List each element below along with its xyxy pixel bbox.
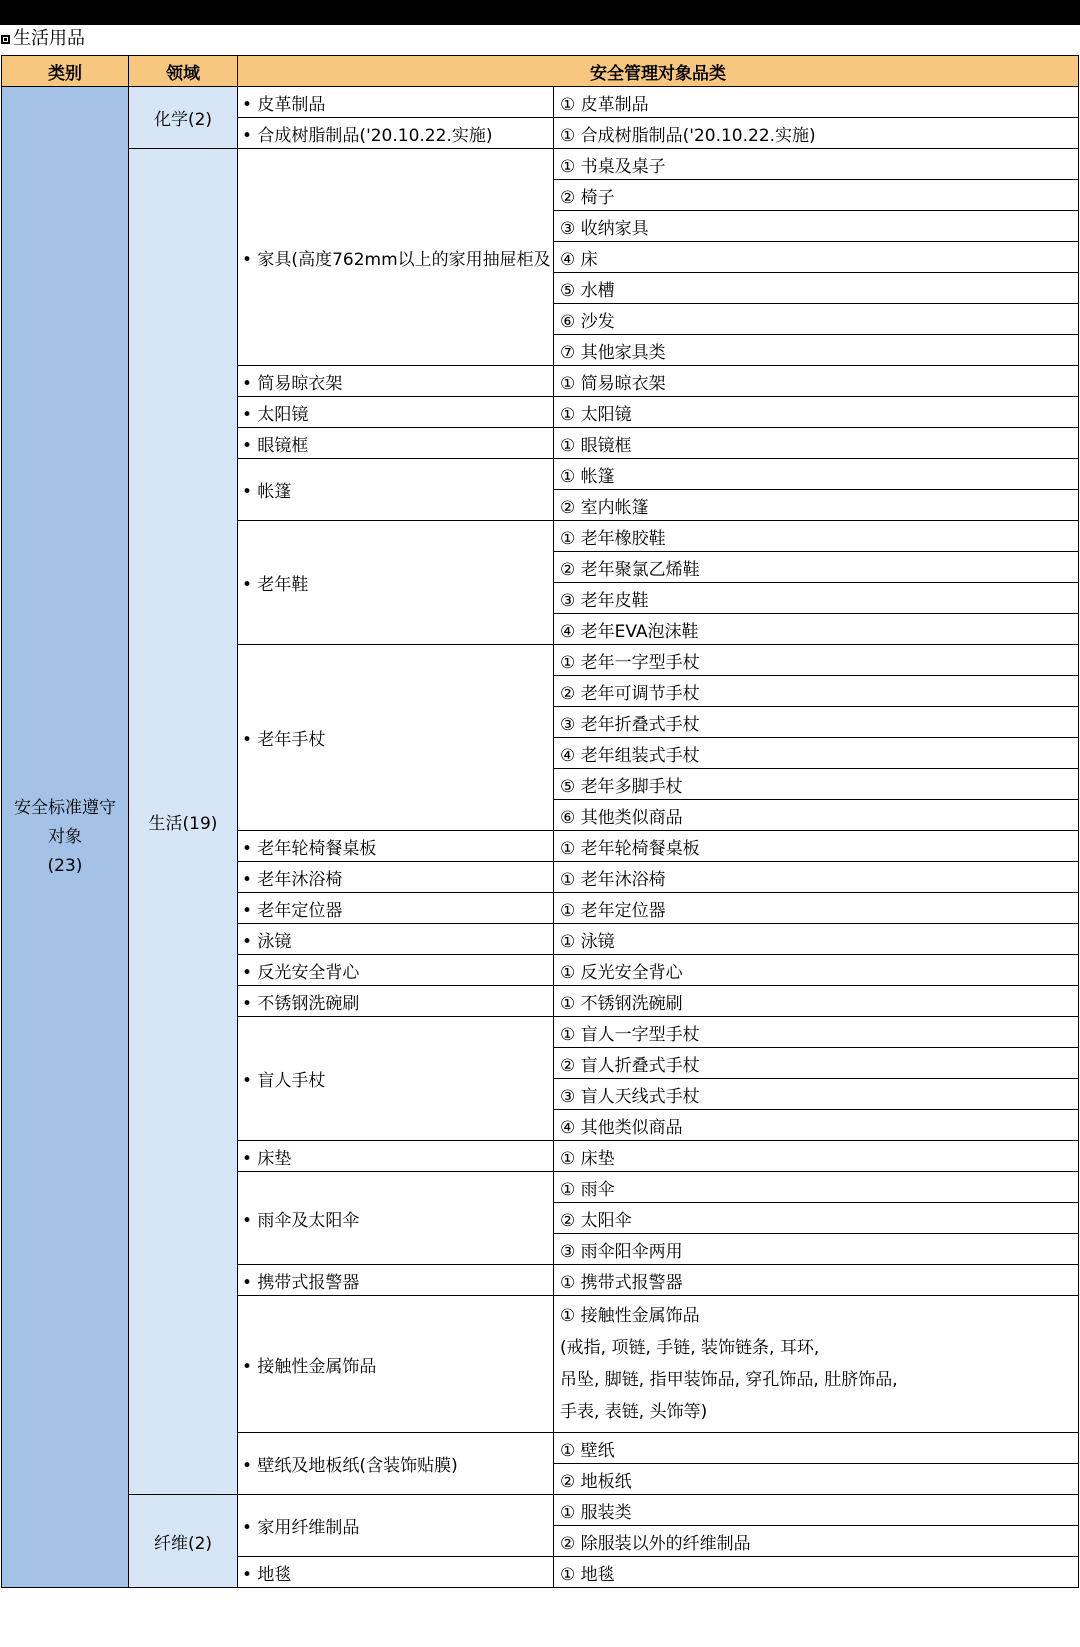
- subitem-cell: ① 携带式报警器: [554, 1265, 1079, 1296]
- item-cell: • 老年定位器: [238, 893, 554, 924]
- subitem-cell: ③ 老年皮鞋: [554, 583, 1079, 614]
- subitem-cell: ① 老年定位器: [554, 893, 1079, 924]
- table-row: [2, 149, 1079, 180]
- subitem-cell: ③ 老年折叠式手杖: [554, 707, 1079, 738]
- subitem-cell: ① 合成树脂制品('20.10.22.实施): [554, 118, 1079, 149]
- subitem-cell: ② 老年聚氯乙烯鞋: [554, 552, 1079, 583]
- subitem-cell: ① 不锈钢洗碗刷: [554, 986, 1079, 1017]
- subitem-cell: ① 地毯: [554, 1557, 1079, 1588]
- subitem-cell: ⑤ 老年多脚手杖: [554, 769, 1079, 800]
- subitem-cell: ② 除服装以外的纤维制品: [554, 1526, 1079, 1557]
- subitem-cell: ① 皮革制品: [554, 87, 1079, 118]
- header-category: 类别: [2, 56, 129, 87]
- subitem-cell: ① 老年沐浴椅: [554, 862, 1079, 893]
- subitem-cell: ① 泳镜: [554, 924, 1079, 955]
- subitem-cell: ② 老年可调节手杖: [554, 676, 1079, 707]
- category-text-count: (23): [47, 855, 83, 876]
- subitem-cell: ⑥ 沙发: [554, 304, 1079, 335]
- subitem-cell: ② 室内帐篷: [554, 490, 1079, 521]
- item-cell: • 老年鞋: [238, 521, 554, 645]
- item-cell: • 不锈钢洗碗刷: [238, 986, 554, 1017]
- item-cell: • 太阳镜: [238, 397, 554, 428]
- subitem-cell: ③ 盲人天线式手杖: [554, 1079, 1079, 1110]
- item-cell: • 泳镜: [238, 924, 554, 955]
- item-cell: • 雨伞及太阳伞: [238, 1172, 554, 1265]
- subitem-cell: ④ 老年组装式手杖: [554, 738, 1079, 769]
- top-black-bar: [0, 0, 1080, 25]
- item-cell: • 反光安全背心: [238, 955, 554, 986]
- subitem-cell: ① 老年轮椅餐桌板: [554, 831, 1079, 862]
- item-cell: • 皮革制品: [238, 87, 554, 118]
- header-items: 安全管理对象品类: [238, 56, 1079, 87]
- item-cell: • 老年手杖: [238, 645, 554, 831]
- subitem-cell: ④ 床: [554, 242, 1079, 273]
- item-cell: • 合成树脂制品('20.10.22.实施): [238, 118, 554, 149]
- subitem-cell: ① 老年一字型手杖: [554, 645, 1079, 676]
- subitem-cell: ③ 收纳家具: [554, 211, 1079, 242]
- square-bullet-icon: [1, 35, 10, 44]
- section-title-text: 生活用品: [13, 28, 85, 49]
- subitem-cell: ⑥ 其他类似商品: [554, 800, 1079, 831]
- subitem-cell: ① 接触性金属饰品 (戒指, 项链, 手链, 装饰链条, 耳环, 吊坠, 脚链, 指甲装饰品, 穿孔饰品, 肚脐饰品, 手表, 表链, 头饰等): [554, 1296, 1079, 1433]
- section-title: [1, 25, 85, 53]
- subitem-cell: ⑤ 水槽: [554, 273, 1079, 304]
- item-cell: • 接触性金属饰品: [238, 1296, 554, 1433]
- subitem-cell: ② 地板纸: [554, 1464, 1079, 1495]
- subitem-cell: ① 床垫: [554, 1141, 1079, 1172]
- item-cell: • 简易晾衣架: [238, 366, 554, 397]
- table-body: [2, 87, 1079, 1588]
- item-cell: • 床垫: [238, 1141, 554, 1172]
- subitem-cell: ① 反光安全背心: [554, 955, 1079, 986]
- subitem-cell: ④ 其他类似商品: [554, 1110, 1079, 1141]
- category-cell: [2, 87, 129, 1588]
- item-cell: • 帐篷: [238, 459, 554, 521]
- subitem-cell: ① 盲人一字型手杖: [554, 1017, 1079, 1048]
- subitem-cell: ④ 老年EVA泡沫鞋: [554, 614, 1079, 645]
- subitem-cell: ② 椅子: [554, 180, 1079, 211]
- item-cell: • 盲人手杖: [238, 1017, 554, 1141]
- item-cell: • 老年沐浴椅: [238, 862, 554, 893]
- header-domain: 领域: [129, 56, 238, 87]
- subitem-cell: ① 简易晾衣架: [554, 366, 1079, 397]
- safety-items-table: [1, 55, 1079, 1588]
- subitem-cell: ② 太阳伞: [554, 1203, 1079, 1234]
- item-cell: • 家具(高度762mm以上的家用抽屉柜及: [238, 149, 554, 366]
- item-cell: • 眼镜框: [238, 428, 554, 459]
- subitem-cell: ① 太阳镜: [554, 397, 1079, 428]
- subitem-cell: ① 眼镜框: [554, 428, 1079, 459]
- table-row: [2, 87, 1079, 118]
- subitem-cell: ① 老年橡胶鞋: [554, 521, 1079, 552]
- subitem-cell: ① 雨伞: [554, 1172, 1079, 1203]
- item-cell: • 老年轮椅餐桌板: [238, 831, 554, 862]
- category-text-line2: 对象: [48, 826, 82, 847]
- subitem-cell: ② 盲人折叠式手杖: [554, 1048, 1079, 1079]
- table-row: [2, 1495, 1079, 1526]
- subitem-cell: ① 壁纸: [554, 1433, 1079, 1464]
- domain-cell-life: 生活(19): [129, 149, 238, 1495]
- item-cell: • 家用纤维制品: [238, 1495, 554, 1557]
- subitem-cell: ③ 雨伞阳伞两用: [554, 1234, 1079, 1265]
- subitem-cell: ⑦ 其他家具类: [554, 335, 1079, 366]
- subitem-cell: ① 服装类: [554, 1495, 1079, 1526]
- subitem-cell: ① 帐篷: [554, 459, 1079, 490]
- subitem-cell: ① 书桌及桌子: [554, 149, 1079, 180]
- category-text-line1: 安全标准遵守: [14, 797, 116, 818]
- domain-cell-fiber: 纤维(2): [129, 1495, 238, 1588]
- item-cell: • 壁纸及地板纸(含装饰贴膜): [238, 1433, 554, 1495]
- item-cell: • 地毯: [238, 1557, 554, 1588]
- item-cell: • 携带式报警器: [238, 1265, 554, 1296]
- domain-cell-chem: 化学(2): [129, 87, 238, 149]
